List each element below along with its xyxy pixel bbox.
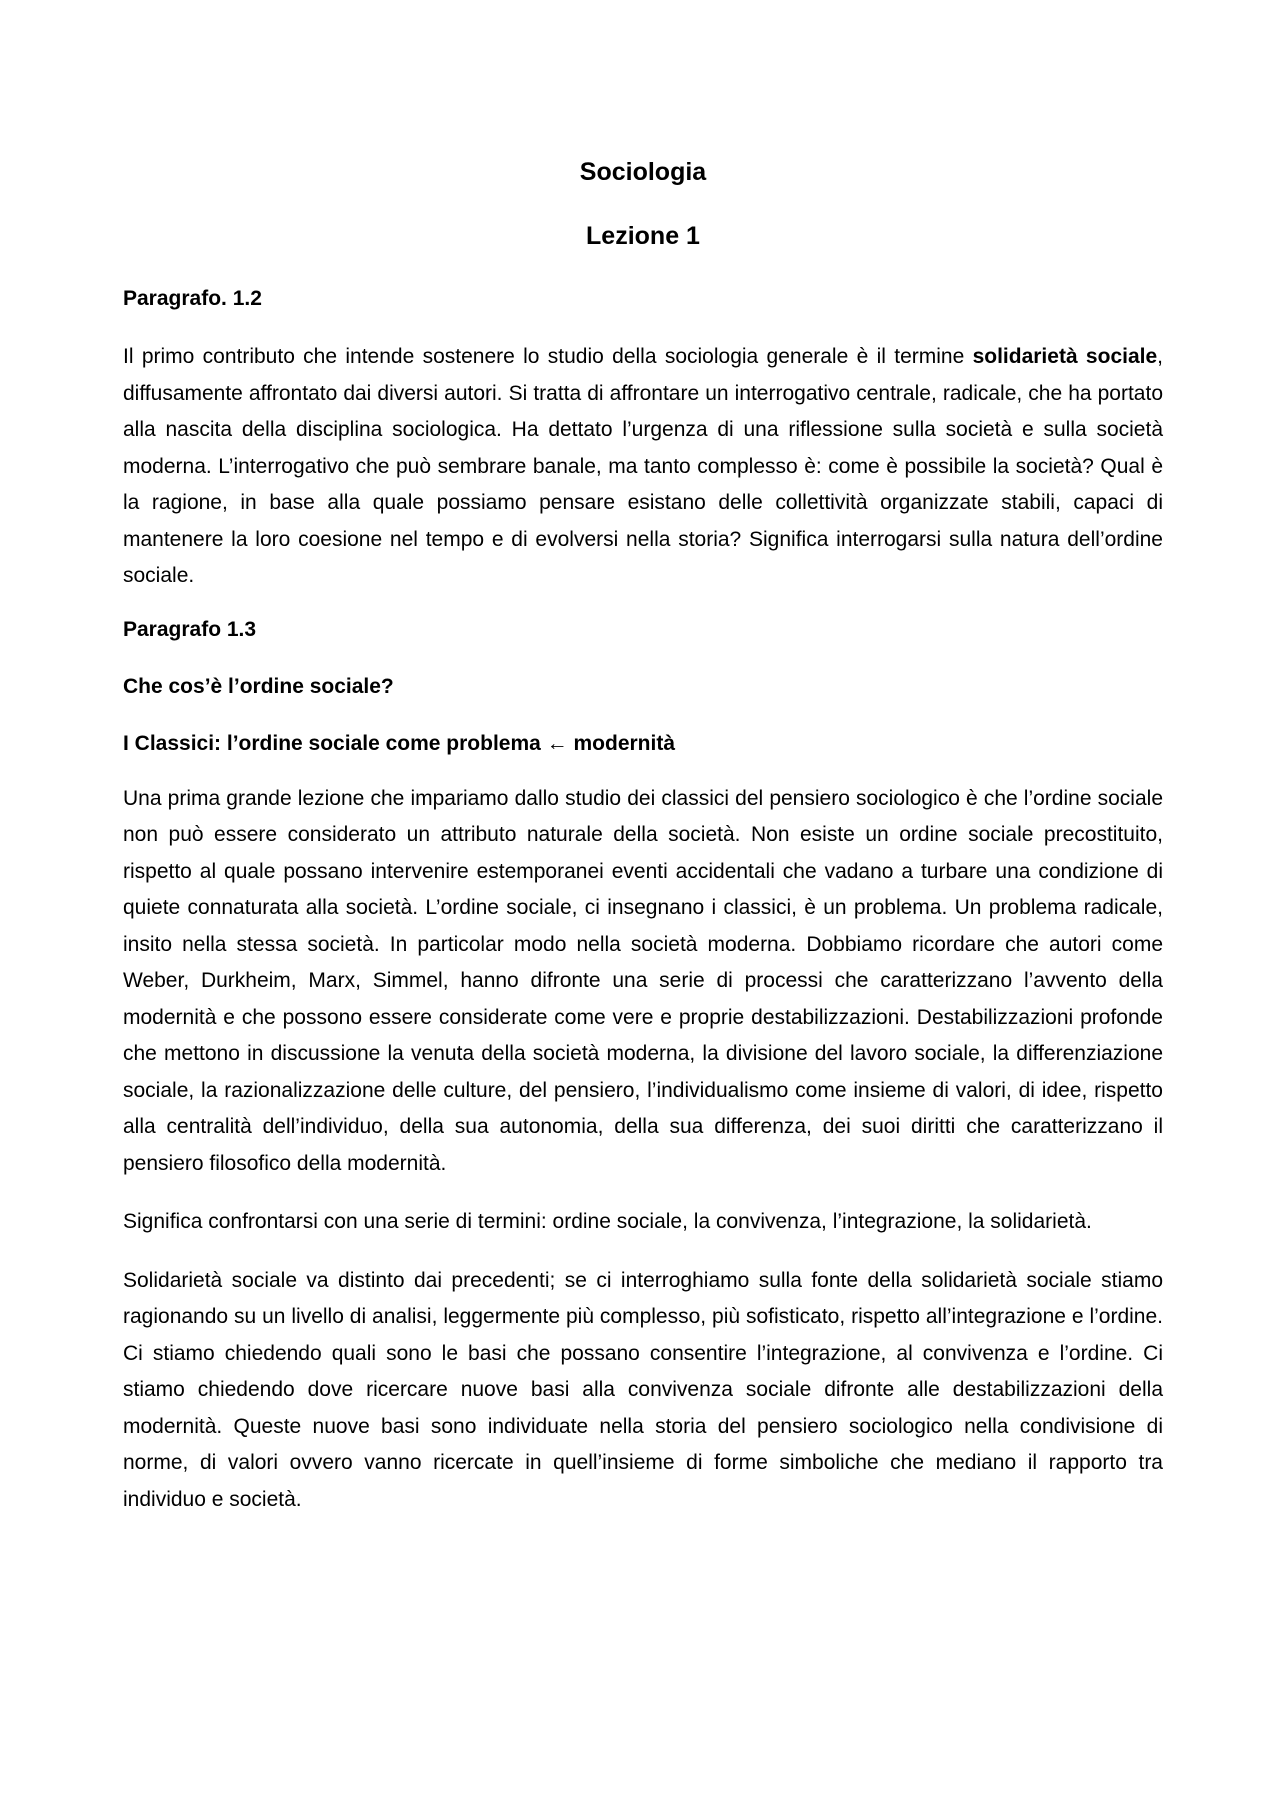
solidarieta-paragraph: Solidarietà sociale va distinto dai precedenti; se ci interroghiamo sulla fonte della solidarietà sociale stiamo ragionando su un livello di analisi, leggermente più complesso, più sofisticato, rispetto all’integrazione e l’ordine. Ci stiamo chiedendo quali sono le basi che possano consentire l’integrazione, al convivenza e l’ordine. Ci stiamo chiedendo dove ricercare nuove basi alla convivenza sociale difronte alle destabilizzazioni della modernità. Queste nuove basi sono individuate nella storia del pensiero sociologico nella condivisione di norme, di valori ovvero vanno ricercate in quell’insieme di forme simboliche che mediano il rapporto tra individuo e società. [123,1268,1163,1511]
intro-bold-term: solidarietà sociale [972,345,1158,368]
intro-paragraph [123,339,1163,595]
classici-heading: I Classici: l’ordine sociale come problema ← modernità [123,731,675,755]
classici-paragraph: Una prima grande lezione che impariamo dallo studio dei classici del pensiero sociologico è che l’ordine sociale non può essere considerato un attributo naturale della società. Non esiste un ordine sociale precostituito, rispetto al quale possano intervenire estemporanei eventi accidentali che vadano a turbare una condizione di quiete connaturata alla società. L’ordine sociale, ci insegnano i classici, è un problema. Un problema radicale, insito nella stessa società. In particolar modo nella società moderna. Dobbiamo ricordare che autori come Weber, Durkheim, Marx, Simmel, hanno difronte una serie di processi che caratterizzano l’avvento della modernità e che possono essere considerate come vere e proprie destabilizzazioni. Destabilizzazioni profonde che mettono in discussione la venuta della società moderna, la divisione del lavoro sociale, la differenziazione sociale, la razionalizzazione delle culture, del pensiero, l’individualismo come insieme di valori, di idee, rispetto alla centralità dell’individuo, della sua autonomia, della sua differenza, dei suoi diritti che caratterizzano il pensiero filosofico della modernità. [123,786,1163,1175]
document-title: Sociologia [579,158,707,186]
question-heading: Che cos’è l’ordine sociale? [123,674,394,698]
section-heading-par13: Paragrafo 1.3 [123,617,257,641]
significa-paragraph: Significa confrontarsi con una serie di termini: ordine sociale, la convivenza, l’integrazione, la solidarietà. [123,1210,1092,1233]
intro-text-part1: Il primo contributo che intende sostenere lo studio della sociologia generale è il termine [123,345,973,368]
document-subtitle: Lezione 1 [586,222,700,250]
intro-text-part2: , diffusamente affrontato dai diversi autori. Si tratta di affrontare un interrogativo centrale, radicale, che ha portato alla nascita della disciplina sociologica. Ha dettato l’urgenza di una riflessione sulla società e sulla società moderna. L’interrogativo che può sembrare banale, ma tanto complesso è: come è possibile la società? Qual è la ragione, in base alla quale possiamo pensare esistano delle collettività organizzate stabili, capaci di mantenere la loro coesione nel tempo e di evolversi nella storia? Significa interrogarsi sulla natura dell’ordine sociale. [123,345,1163,587]
document-page [123,148,1163,1518]
section-heading-par12: Paragrafo. 1.2 [123,287,262,310]
